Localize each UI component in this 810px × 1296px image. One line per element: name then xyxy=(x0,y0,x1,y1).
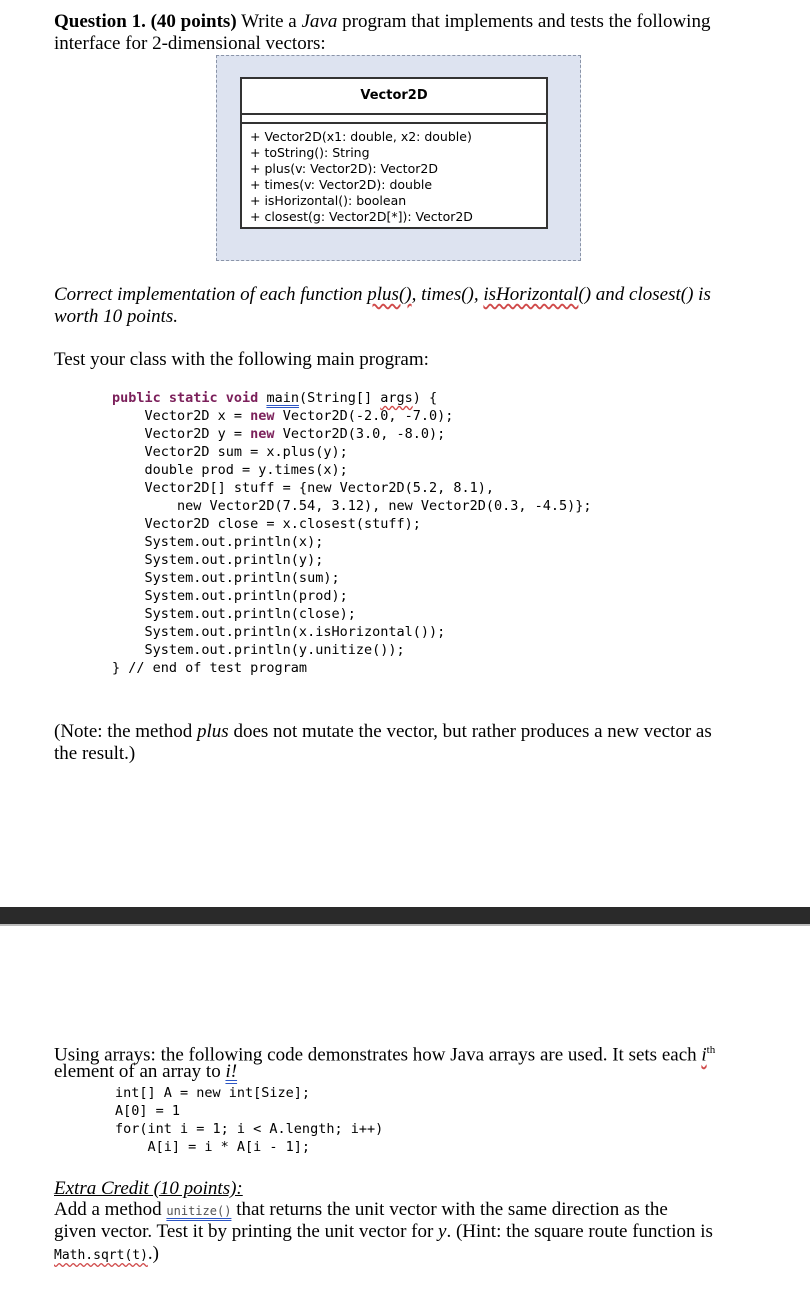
note-line-2: the result.) xyxy=(54,743,136,764)
uml-method: + isHorizontal(): boolean xyxy=(250,193,407,208)
code-line: double prod = y.times(x); xyxy=(112,462,348,478)
extra-credit-title: Extra Credit (10 points): xyxy=(54,1178,243,1199)
uml-method: + plus(v: Vector2D): Vector2D xyxy=(250,161,438,176)
correct-line-1: Correct implementation of each function plus(), times(), isHorizontal() and closest() is xyxy=(54,284,711,305)
uml-class-name: Vector2D xyxy=(242,79,546,115)
question-line-2: interface for 2-dimensional vectors: xyxy=(54,33,326,54)
uml-attributes-section xyxy=(242,119,546,124)
code-line: } // end of test program xyxy=(112,660,308,676)
arrays-code-block xyxy=(115,1084,383,1156)
code-line: A[0] = 1 xyxy=(115,1103,181,1119)
question-label: Question 1. xyxy=(54,11,146,32)
extra-line-2: given vector. Test it by printing the unit vector for y. (Hint: the square route function is xyxy=(54,1221,713,1242)
code-line: Vector2D[] stuff = {new Vector2D(5.2, 8.1), xyxy=(112,480,495,496)
code-line: System.out.println(y); xyxy=(112,552,324,568)
arrays-line-2: element of an array to i! xyxy=(54,1061,238,1082)
question-points: (40 points) xyxy=(150,11,237,32)
uml-methods-list xyxy=(250,129,473,225)
code-line: int[] A = new int[Size]; xyxy=(115,1085,311,1101)
code-line: for(int i = 1; i < A.length; i++) xyxy=(115,1121,384,1137)
page-divider-shadow xyxy=(0,924,810,926)
code-line: System.out.println(sum); xyxy=(112,570,340,586)
uml-method: + closest(g: Vector2D[*]): Vector2D xyxy=(250,209,473,224)
code-line: A[i] = i * A[i - 1]; xyxy=(115,1139,311,1155)
extra-line-3: Math.sqrt(t).) xyxy=(54,1243,159,1264)
uml-method: + Vector2D(x1: double, x2: double) xyxy=(250,129,472,144)
uml-method: + toString(): String xyxy=(250,145,370,160)
code-line: public static void main(String[] args) { xyxy=(112,390,438,406)
code-block xyxy=(112,389,592,677)
code-line: System.out.println(x); xyxy=(112,534,324,550)
correct-line-2: worth 10 points. xyxy=(54,306,179,327)
arrays-line-1: Using arrays: the following code demonstrates how Java arrays are used. It sets each $i^{th}$ xyxy=(54,1044,716,1066)
extra-line-1: Add a method unitize() that returns the unit vector with the same direction as the xyxy=(54,1199,668,1220)
question-line-1: Question 1. (40 points) Write a Java program that implements and tests the following xyxy=(54,11,711,32)
code-line: new Vector2D(7.54, 3.12), new Vector2D(0.3, -4.5)}; xyxy=(112,498,592,514)
code-line: System.out.println(y.unitize()); xyxy=(112,642,405,658)
page-divider xyxy=(0,907,810,924)
code-line: Vector2D close = x.closest(stuff); xyxy=(112,516,421,532)
uml-class-box xyxy=(240,77,548,229)
test-intro: Test your class with the following main program: xyxy=(54,349,429,370)
code-line: System.out.println(prod); xyxy=(112,588,348,604)
code-line: Vector2D sum = x.plus(y); xyxy=(112,444,348,460)
code-line: Vector2D x = new Vector2D(-2.0, -7.0); xyxy=(112,408,454,424)
uml-method: + times(v: Vector2D): double xyxy=(250,177,433,192)
code-line: System.out.println(x.isHorizontal()); xyxy=(112,624,446,640)
code-line: Vector2D y = new Vector2D(3.0, -8.0); xyxy=(112,426,446,442)
note-line-1: (Note: the method plus does not mutate the vector, but rather produces a new vector as xyxy=(54,721,712,742)
code-line: System.out.println(close); xyxy=(112,606,356,622)
